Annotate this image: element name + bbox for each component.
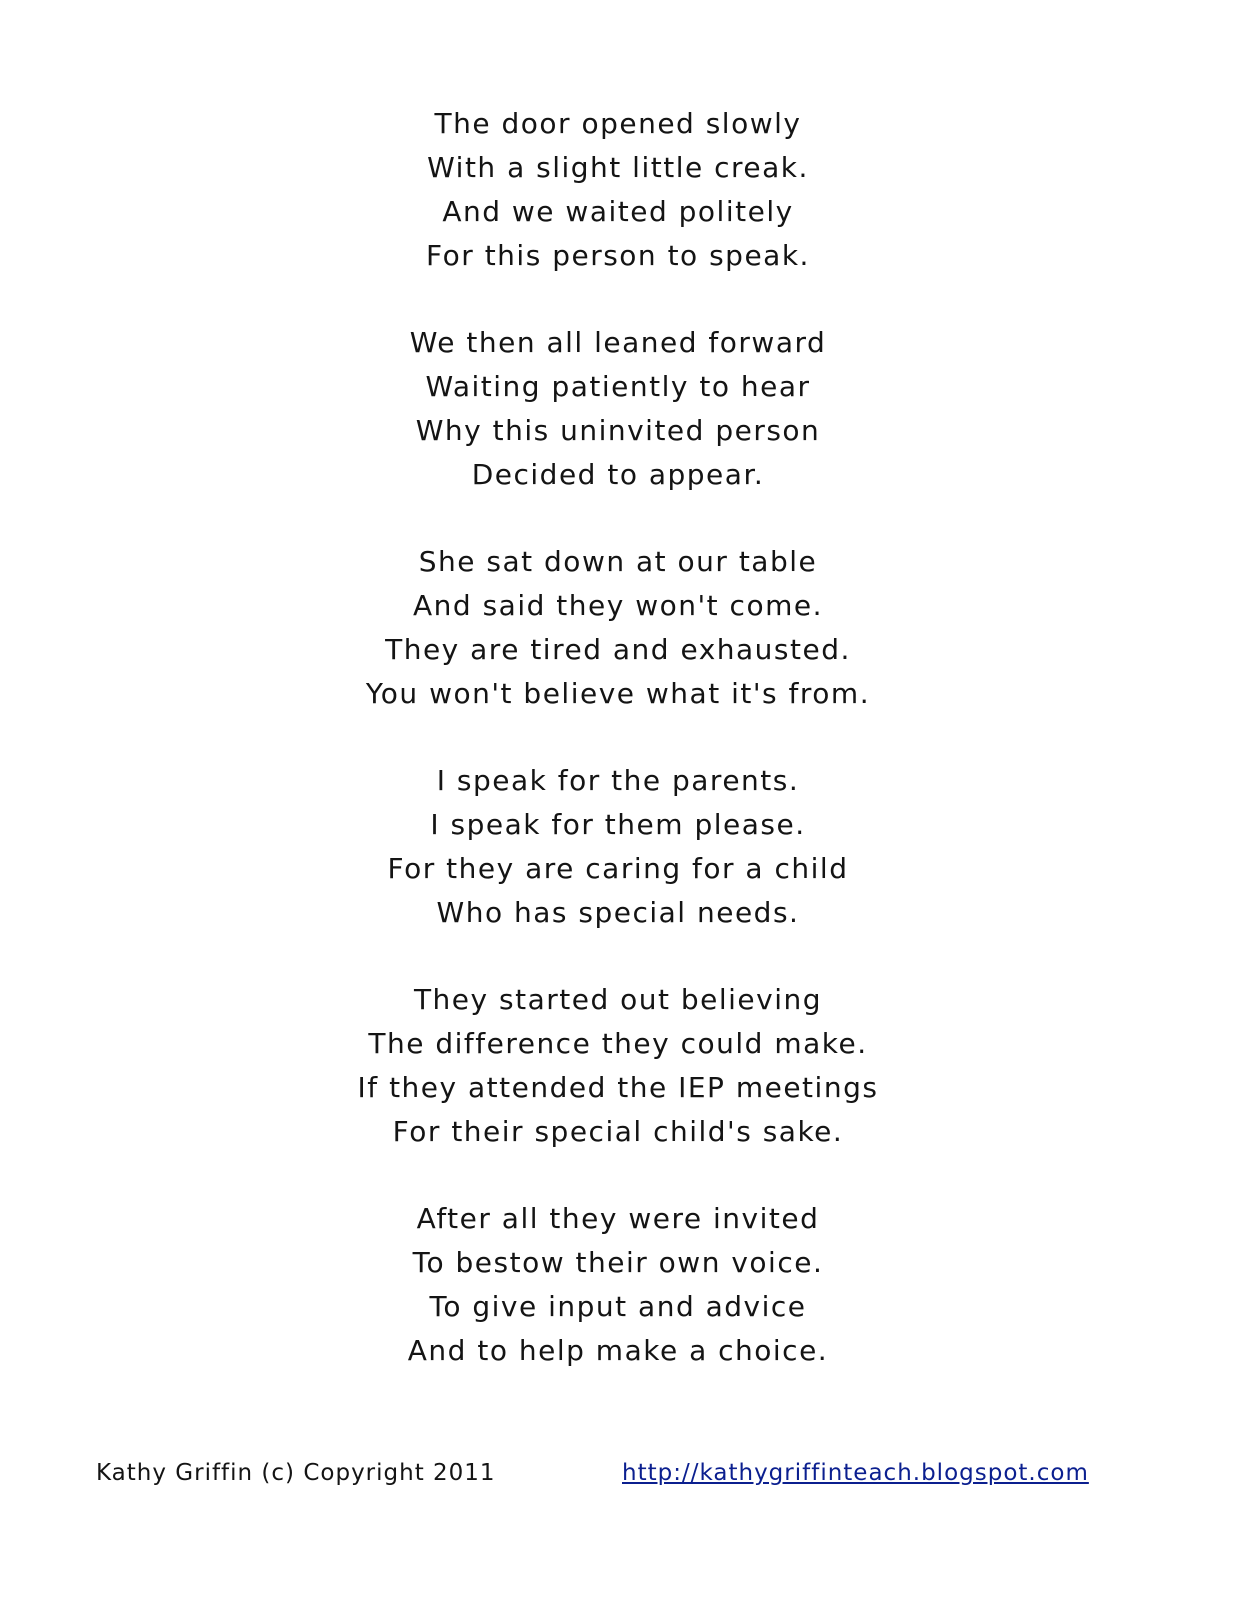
stanza-5 xyxy=(0,978,1236,1154)
poem-line: Who has special needs. xyxy=(436,896,800,929)
poem-line: They started out believing xyxy=(413,983,823,1016)
poem xyxy=(0,102,1236,1416)
poem-line: Waiting patiently to hear xyxy=(425,370,811,403)
poem-line: For this person to speak. xyxy=(426,239,810,272)
poem-line: The difference they could make. xyxy=(368,1027,868,1060)
stanza-4 xyxy=(0,759,1236,935)
poem-line: I speak for them please. xyxy=(430,808,806,841)
stanza-1 xyxy=(0,102,1236,278)
stanza-6 xyxy=(0,1197,1236,1373)
blog-link[interactable]: http://kathygriffinteach.blogspot.com xyxy=(622,1460,1089,1486)
poem-line: I speak for the parents. xyxy=(436,764,800,797)
poem-line: And said they won't come. xyxy=(413,589,823,622)
poem-line: She sat down at our table xyxy=(418,545,818,578)
poem-line: To bestow their own voice. xyxy=(412,1246,824,1279)
poem-line: You won't believe what it's from. xyxy=(365,677,871,710)
poem-line: For they are caring for a child xyxy=(387,852,849,885)
poem-line: We then all leaned forward xyxy=(409,326,827,359)
poem-line: To give input and advice xyxy=(429,1290,807,1323)
stanza-2 xyxy=(0,321,1236,497)
footer xyxy=(0,1455,1236,1491)
poem-line: They are tired and exhausted. xyxy=(385,633,851,666)
poem-line: If they attended the IEP meetings xyxy=(357,1071,879,1104)
poem-line: After all they were invited xyxy=(416,1202,820,1235)
copyright-notice: Kathy Griffin (c) Copyright 2011 xyxy=(96,1460,496,1486)
poem-line: The door opened slowly xyxy=(434,107,802,140)
poem-line: For their special child's sake. xyxy=(392,1115,844,1148)
poem-line: Why this uninvited person xyxy=(415,414,821,447)
poem-line: And to help make a choice. xyxy=(407,1334,829,1367)
poem-line: And we waited politely xyxy=(442,195,794,228)
poem-line: With a slight little creak. xyxy=(427,151,809,184)
stanza-3 xyxy=(0,540,1236,716)
poem-line: Decided to appear. xyxy=(471,458,765,491)
